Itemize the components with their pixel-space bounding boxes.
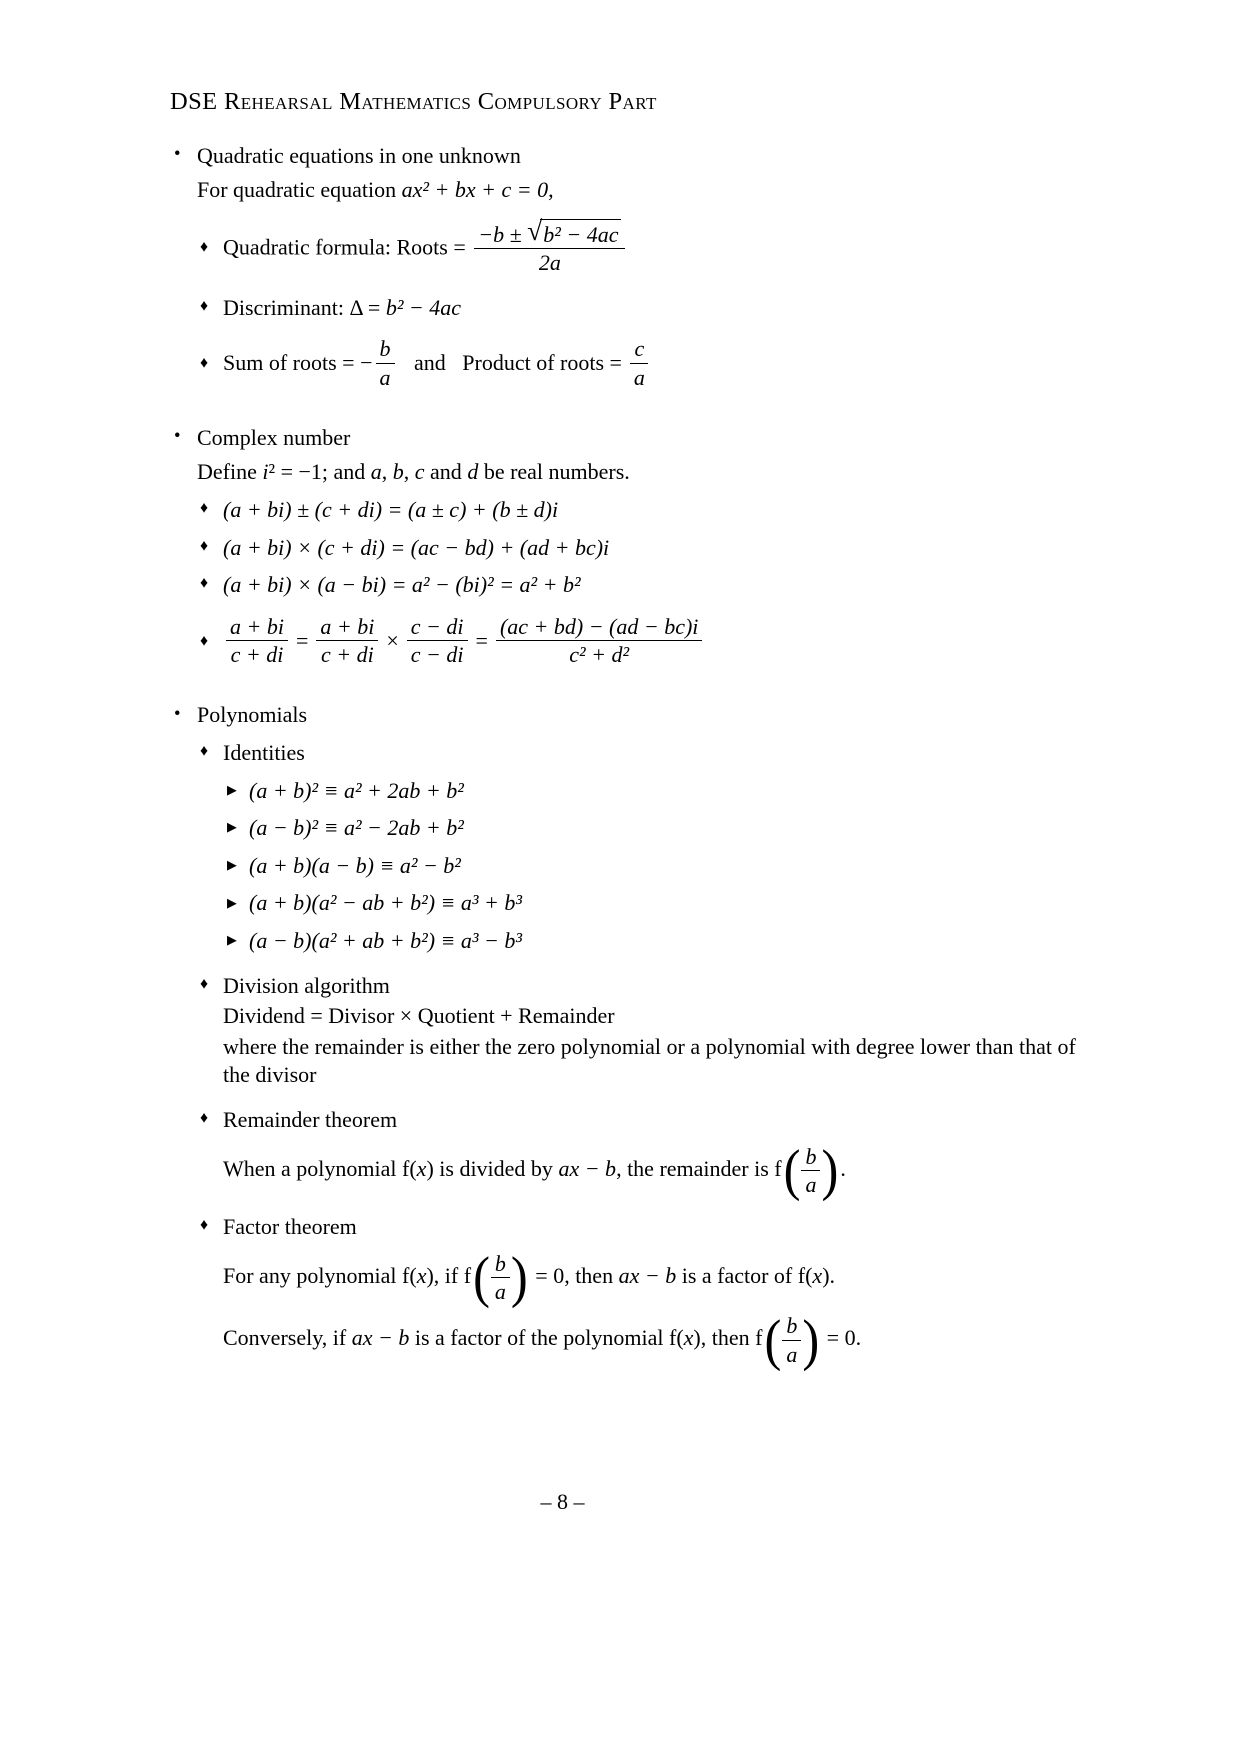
- close-paren: ): [510, 1245, 528, 1309]
- sum-product-roots-line: [200, 338, 1091, 392]
- remainder-theorem-statement: [223, 1138, 1091, 1202]
- diamond-icon: ♦: [200, 742, 209, 760]
- bullet-icon: •: [174, 143, 181, 165]
- diamond-icon: ♦: [200, 537, 209, 555]
- complex-conjugate-rule: (a + bi) × (a − bi) = a² − (bi)² = a² + b²: [223, 572, 581, 598]
- close-paren: ): [821, 1138, 839, 1202]
- radicand: b² − 4ac: [540, 219, 621, 247]
- discriminant-line: [200, 294, 1091, 323]
- f-of-b-over-a: [783, 1138, 839, 1202]
- identity-difference-of-cubes: (a − b)(a² + ab + b²) ≡ a³ − b³: [249, 927, 522, 953]
- sqrt-icon: √: [527, 215, 543, 247]
- product-of-roots-text: and Product of roots =: [397, 350, 628, 376]
- fraction-c-over-a: [630, 336, 648, 390]
- complex-rule-item: [200, 496, 1091, 525]
- sum-of-roots-text: Sum of roots = −: [223, 350, 373, 376]
- complex-section-title: Complex number: [197, 424, 351, 450]
- fraction-numerator: b: [491, 1251, 510, 1278]
- triangle-icon: ▶: [227, 895, 237, 910]
- section-polynomials: [170, 701, 1091, 1371]
- fraction-numerator: c: [630, 336, 648, 363]
- f-of-b-over-a: [764, 1308, 820, 1371]
- section-quadratic-equations: [170, 142, 1091, 392]
- close-paren: ): [802, 1308, 820, 1371]
- remainder-theorem-text-end: .: [840, 1155, 846, 1181]
- identity-item: [226, 889, 1091, 918]
- identities-heading: [200, 739, 1091, 768]
- fraction-denominator: a: [805, 1171, 817, 1197]
- f-of-b-over-a: [473, 1245, 528, 1309]
- multiply-sign: ×: [386, 627, 399, 653]
- factor-theorem-title: Factor theorem: [223, 1214, 357, 1240]
- diamond-icon: ♦: [200, 1109, 209, 1127]
- quadratic-section-title: Quadratic equations in one unknown: [197, 142, 521, 168]
- bullet-icon: •: [174, 703, 181, 725]
- fraction-denominator: a: [633, 364, 645, 390]
- fraction-b-over-a: [491, 1251, 510, 1305]
- fraction-denominator: c − di: [410, 642, 464, 668]
- fraction: [496, 614, 702, 668]
- identity-item: [226, 852, 1091, 881]
- diamond-icon: ♦: [200, 239, 209, 257]
- quadratic-formula-label: Quadratic formula: Roots =: [223, 234, 472, 260]
- discriminant-text: Discriminant: Δ = b² − 4ac: [223, 294, 462, 320]
- fraction-denominator: a: [786, 1341, 798, 1367]
- identity-item: [226, 777, 1091, 806]
- diamond-icon: ♦: [200, 975, 209, 993]
- diamond-icon: ♦: [200, 297, 209, 315]
- fraction-numerator: [474, 215, 625, 249]
- fraction: [316, 614, 378, 668]
- division-algorithm-heading: [200, 972, 1091, 1001]
- remainder-theorem-heading: [200, 1106, 1091, 1135]
- diamond-icon: ♦: [200, 632, 209, 650]
- open-paren: (: [764, 1308, 782, 1371]
- fraction-denominator: a: [379, 364, 391, 390]
- fraction-denominator: 2a: [538, 250, 561, 276]
- equals-sign: =: [475, 627, 488, 653]
- factor-theorem-converse-text-end: = 0.: [821, 1325, 862, 1351]
- diamond-icon: ♦: [200, 575, 209, 593]
- triangle-icon: ▶: [227, 933, 237, 948]
- division-algorithm-note: where the remainder is either the zero polynomial or a polynomial with degree lower than that of the divisor: [223, 1033, 1076, 1088]
- identity-square-difference: (a − b)² ≡ a² − 2ab + b²: [249, 815, 464, 841]
- factor-theorem-text: For any polynomial f(x), if f: [223, 1262, 472, 1288]
- diamond-icon: ♦: [200, 354, 209, 372]
- identity-difference-of-squares: (a + b)(a − b) ≡ a² − b²: [249, 852, 461, 878]
- fraction-denominator: a: [494, 1278, 506, 1304]
- list-item-quadratic-title: [170, 142, 1091, 171]
- remainder-theorem-text: When a polynomial f(x) is divided by ax − b, the remainder is f: [223, 1155, 782, 1181]
- complex-define-text: Define i² = −1; and a, b, c and d be real numbers.: [197, 459, 630, 485]
- factor-theorem-converse: [223, 1308, 1091, 1371]
- diamond-icon: ♦: [200, 1217, 209, 1235]
- fraction-numerator: c − di: [407, 614, 468, 641]
- bullet-icon: •: [174, 425, 181, 447]
- fraction-numerator: b: [801, 1144, 820, 1171]
- diamond-icon: ♦: [200, 499, 209, 517]
- triangle-icon: ▶: [227, 857, 237, 872]
- complex-quotient-rule: [200, 613, 1091, 670]
- factor-theorem-converse-text: Conversely, if ax − b is a factor of the polynomial f(x), then f: [223, 1325, 763, 1351]
- list-item-polynomials-title: [170, 701, 1091, 730]
- complex-addition-rule: (a + bi) ± (c + di) = (a ± c) + (b ± d)i: [223, 497, 559, 522]
- fraction-b-over-a: [376, 336, 395, 390]
- quadratic-intro-text: For quadratic equation ax² + bx + c = 0,: [197, 177, 554, 203]
- quadratic-formula-fraction: [474, 215, 625, 276]
- triangle-icon: ▶: [227, 820, 237, 835]
- fraction-denominator: c + di: [321, 642, 374, 668]
- identities-title: Identities: [223, 739, 305, 765]
- division-algorithm-title: Division algorithm: [223, 972, 390, 998]
- identity-square-sum: (a + b)² ≡ a² + 2ab + b²: [249, 777, 464, 803]
- complex-multiplication-rule: (a + bi) × (c + di) = (ac − bd) + (ad + bc)i: [223, 534, 610, 560]
- quadratic-formula-line: [200, 215, 1091, 278]
- fraction-numerator: b: [782, 1313, 801, 1340]
- fraction-denominator: c + di: [230, 642, 284, 668]
- complex-rule-item: [200, 571, 1091, 600]
- equals-sign: =: [295, 627, 309, 653]
- factor-theorem-heading: [200, 1213, 1091, 1242]
- list-item-complex-title: [170, 424, 1091, 453]
- open-paren: (: [473, 1245, 490, 1309]
- identity-sum-of-cubes: (a + b)(a² − ab + b²) ≡ a³ + b³: [249, 890, 522, 916]
- fraction-denominator: c² + d²: [569, 642, 630, 668]
- page-footer: [0, 1488, 1125, 1517]
- factor-theorem-statement: [223, 1245, 1091, 1309]
- identity-item: [226, 927, 1091, 956]
- fraction-numerator: (ac + bd) − (ad − bc)i: [496, 614, 702, 641]
- factor-theorem-text-end: = 0, then ax − b is a factor of f(x).: [529, 1262, 836, 1288]
- remainder-theorem-title: Remainder theorem: [223, 1106, 398, 1132]
- polynomials-section-title: Polynomials: [197, 702, 308, 728]
- page-number: – 8 –: [540, 1489, 585, 1514]
- numerator-prefix: −b ±: [478, 222, 528, 248]
- fraction-numerator: b: [376, 336, 395, 363]
- division-algorithm-formula: Dividend = Divisor × Quotient + Remainder: [223, 1003, 615, 1029]
- complex-rule-item: [200, 534, 1091, 563]
- fraction-b-over-a: [782, 1313, 801, 1367]
- fraction-b-over-a: [801, 1144, 820, 1198]
- open-paren: (: [783, 1138, 801, 1202]
- fraction-numerator: a + bi: [316, 614, 378, 641]
- section-complex-number: [170, 424, 1091, 670]
- identity-item: [226, 814, 1091, 843]
- document-title: DSE Rehearsal Mathematics Compulsory Part: [170, 88, 657, 115]
- square-root: [527, 215, 621, 248]
- triangle-icon: ▶: [227, 782, 237, 797]
- fraction-numerator: a + bi: [226, 614, 288, 641]
- fraction: [407, 614, 468, 668]
- fraction: [226, 614, 288, 668]
